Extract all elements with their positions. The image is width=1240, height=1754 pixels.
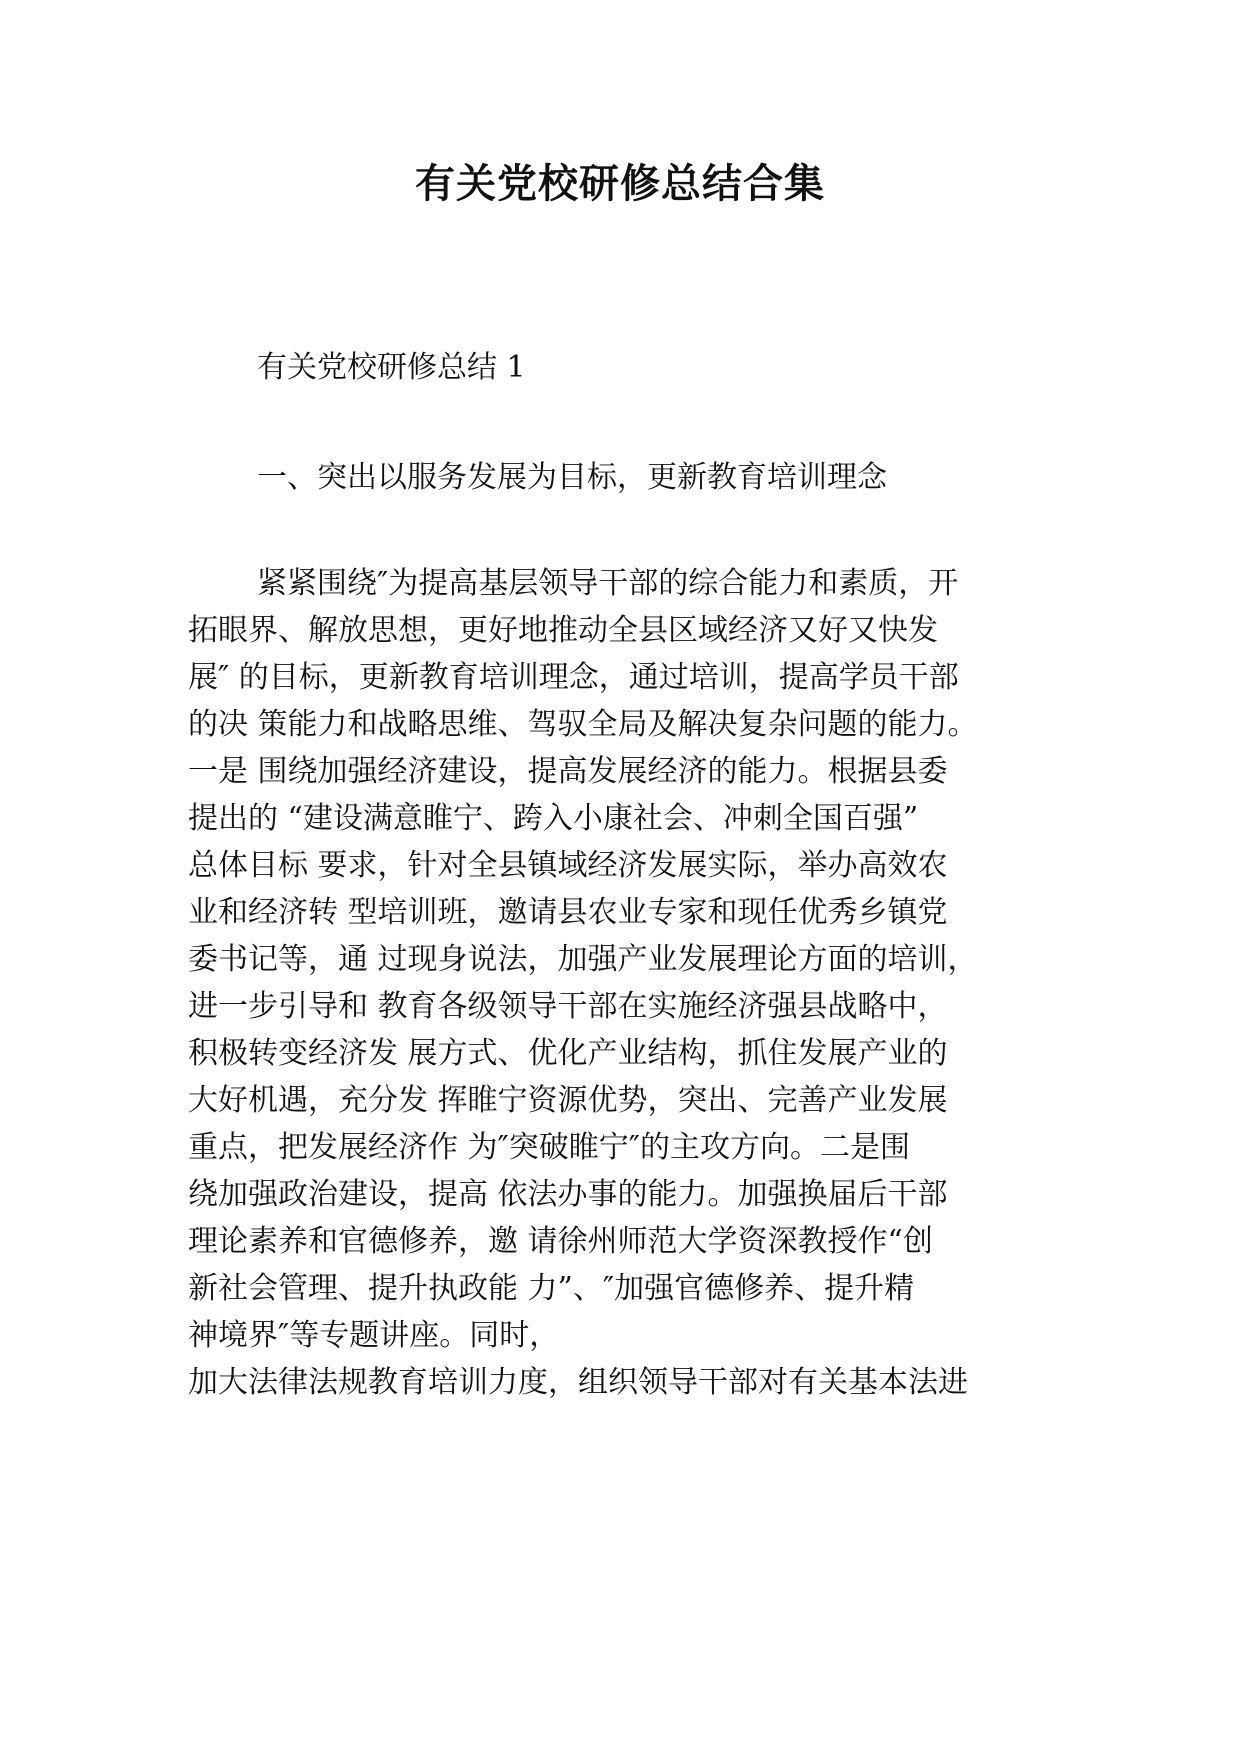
body-line: 理论素养和官德修养，邀 请徐州师范大学资深教授作“创 xyxy=(188,1224,933,1259)
body-line: 重点，把发展经济作 为″突破睢宁″的主攻方向。二是围 xyxy=(188,1130,910,1165)
body-line: 紧紧围绕″为提高基层领导干部的综合能力和素质，开 xyxy=(257,566,959,601)
document-title: 有关党校研修总结合集 xyxy=(415,161,825,207)
body-line: 绕加强政治建设，提高 依法办事的能力。加强换届后干部 xyxy=(188,1177,948,1212)
body-line: 进一步引导和 教育各级领导干部在实施经济强县战略中， xyxy=(188,989,948,1024)
body-line: 神境界″等专题讲座。同时， xyxy=(188,1318,560,1353)
body-line: 业和经济转 型培训班，邀请县农业专家和现任优秀乡镇党 xyxy=(188,895,948,930)
body-line: 总体目标 要求，针对全县镇域经济发展实际，举办高效农 xyxy=(188,848,948,883)
body-line: 积极转变经济发 展方式、优化产业结构，抓住发展产业的 xyxy=(188,1036,948,1071)
body-line: 新社会管理、提升执政能 力”、″加强官德修养、提升精 xyxy=(188,1271,915,1306)
body-line: 大好机遇，充分发 挥睢宁资源优势，突出、完善产业发展 xyxy=(188,1083,948,1118)
body-line: 展″ 的目标，更新教育培训理念，通过培训，提高学员干部 xyxy=(188,660,959,695)
body-line: 一是 围绕加强经济建设，提高发展经济的能力。根据县委 xyxy=(188,754,948,789)
subheading: 一、突出以服务发展为目标，更新教育培训理念 xyxy=(257,460,887,495)
section-heading: 有关党校研修总结 1 xyxy=(257,350,526,385)
body-line: 拓眼界、解放思想，更好地推动全县区域经济又好又快发 xyxy=(188,613,938,648)
body-line: 委书记等，通 过现身说法，加强产业发展理论方面的培训， xyxy=(188,942,978,977)
body-paragraph xyxy=(188,560,1068,1406)
body-line: 提出的 “建设满意睢宁、跨入小康社会、冲刺全国百强” xyxy=(188,801,919,836)
body-line: 加大法律法规教育培训力度，组织领导干部对有关基本法进 xyxy=(188,1365,968,1400)
body-line: 的决 策能力和战略思维、驾驭全局及解决复杂问题的能力。 xyxy=(188,707,978,742)
